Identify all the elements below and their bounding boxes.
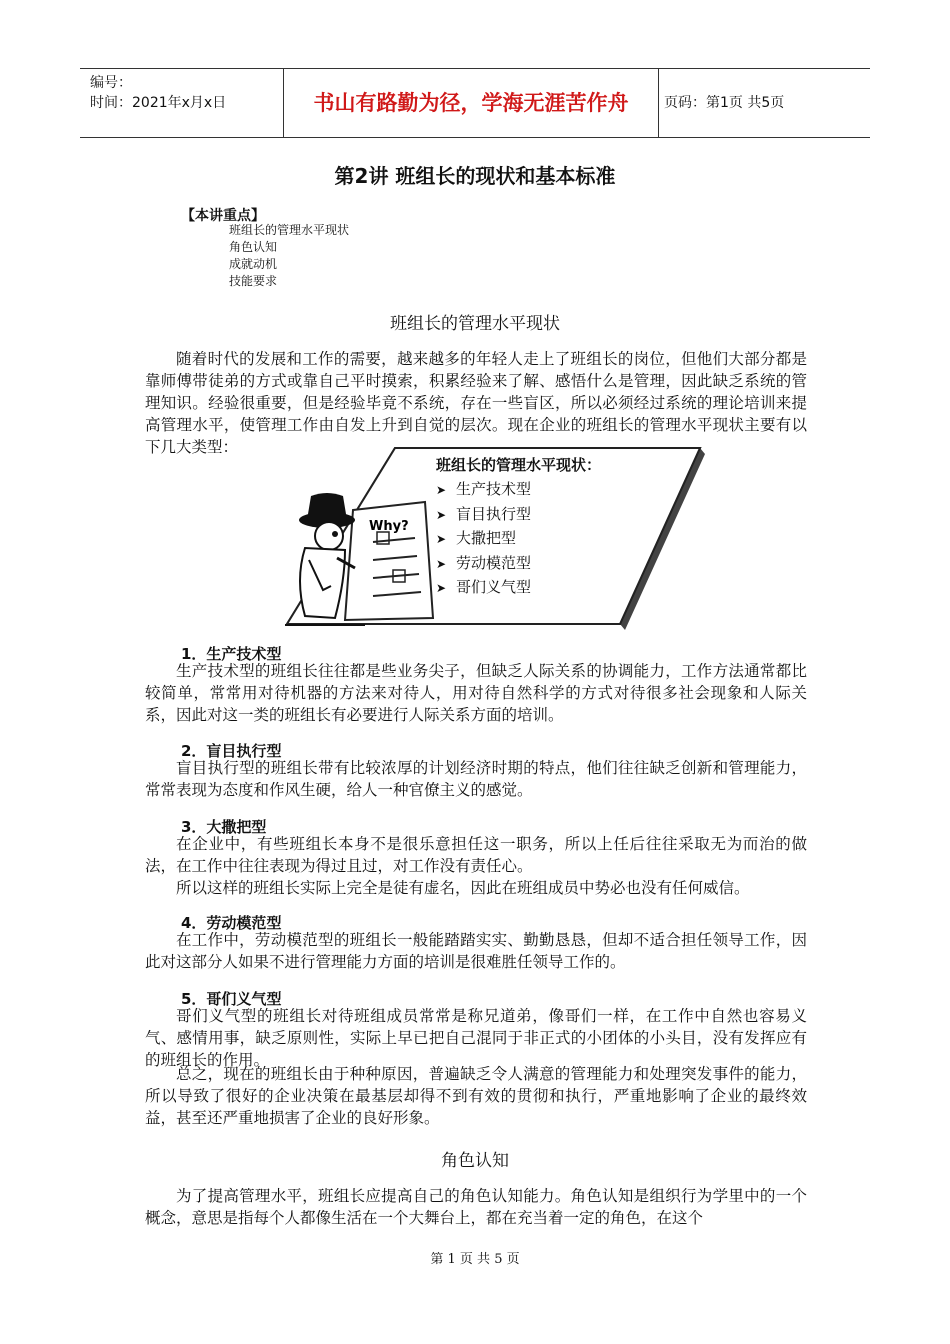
arrow-icon: ➤ — [436, 507, 447, 522]
type-heading: 1．生产技术型 — [181, 645, 282, 663]
type-heading: 4．劳动模范型 — [181, 914, 282, 932]
paragraph: 总之，现在的班组长由于种种原因，普遍缺乏令人满意的管理能力和处理突发事件的能力，所以导致了很好的企业决策在最基层却得不到有效的贯彻和执行，严重地影响了企业的最终效益，甚至还严重地损害了企业的良好形象。 — [145, 1065, 807, 1127]
figure-list — [436, 478, 531, 601]
type-heading: 3．大撒把型 — [181, 818, 267, 836]
focus-item: 成就动机 — [229, 257, 278, 271]
arrow-icon: ➤ — [436, 581, 447, 595]
header-motto: 书山有路勤为径，学海无涯苦作舟 — [284, 69, 659, 137]
header-meta-cell — [80, 69, 284, 137]
figure-list-item: ➤ 生产技术型 — [436, 478, 531, 503]
sign-text: Why? — [369, 519, 409, 534]
figure-list-item: ➤ 劳动模范型 — [436, 552, 531, 577]
page-header — [80, 68, 870, 138]
section-title: 角色认知 — [441, 1151, 509, 1171]
section-title: 班组长的管理水平现状 — [390, 314, 560, 334]
paragraph: 所以这样的班组长实际上完全是徒有虚名，因此在班组成员中势必也没有任何威信。 — [176, 879, 750, 897]
arrow-icon: ➤ — [436, 532, 447, 546]
date-label: 时间：2021年x月x日 — [90, 95, 227, 111]
focus-item: 角色认知 — [229, 240, 278, 254]
paragraph: 在企业中，有些班组长本身不是很乐意担任这一职务，所以上任后往往采取无为而治的做法，在工作中往往表现为得过且过，对工作没有责任心。 — [145, 835, 807, 875]
sign-board — [345, 502, 433, 620]
arrow-icon: ➤ — [436, 556, 447, 571]
type-heading: 5．哥们义气型 — [181, 990, 282, 1008]
figure-list-item: ➤ 大撒把型 — [436, 527, 531, 552]
paragraph: 哥们义气型的班组长对待班组成员常常是称兄道弟，像哥们一样，在工作中自然也容易义气、感情用事，缺乏原则性，实际上早已把自己混同于非正式的小团体的小头目，没有发挥应有的班组长的作用。 — [145, 1007, 807, 1069]
arrow-icon: ➤ — [436, 483, 447, 497]
figure-title: 班组长的管理水平现状： — [436, 456, 602, 474]
paragraph: 盲目执行型的班组长带有比较浓厚的计划经济时期的特点，他们往往缺乏创新和管理能力，常常表现为态度和作风生硬，给人一种官僚主义的感觉。 — [145, 759, 807, 799]
focus-item: 班组长的管理水平现状 — [229, 223, 350, 237]
figure-list-item: ➤ 盲目执行型 — [436, 503, 531, 528]
focus-item: 技能要求 — [229, 274, 278, 288]
paragraph: 为了提高管理水平，班组长应提高自己的角色认知能力。角色认知是组织行为学里中的一个概念，意思是指每个人都像生活在一个大舞台上，都在充当着一定的角色，在这个 — [145, 1187, 807, 1227]
paragraph: 随着时代的发展和工作的需要，越来越多的年轻人走上了班组长的岗位，但他们大部分都是靠师傅带徒弟的方式或靠自己平时摸索，积累经验来了解、感悟什么是管理，因此缺乏系统的管理知识。经验很重要，但是经验毕竟不系统，存在一些盲区，所以必须经过系统的理论培训来提高管理水平，使管理工作由自发上升到自觉的层次。现在企业的班组长的管理水平现状主要有以下几大类型： — [145, 350, 807, 456]
figure-list-item: ➤ 哥们义气型 — [436, 576, 531, 601]
focus-heading: 【本讲重点】 — [181, 208, 265, 224]
type-heading: 2．盲目执行型 — [181, 742, 282, 760]
paragraph: 生产技术型的班组长往往都是些业务尖子，但缺乏人际关系的协调能力，工作方法通常都比较简单，常常用对待机器的方法来对待人，用对待自然科学的方式对待很多社会现象和人际关系，因此对这一类的班组长有必要进行人际关系方面的培训。 — [145, 662, 807, 724]
lecture-title: 第2讲 班组长的现状和基本标准 — [334, 164, 616, 188]
page-number-label: 页码：第1页 共5页 — [664, 95, 785, 111]
number-label: 编号： — [90, 75, 132, 91]
focus-list — [229, 222, 349, 290]
paragraph: 在工作中，劳动模范型的班组长一般能踏踏实实、勤勤恳恳，但却不适合担任领导工作，因此对这部分人如果不进行管理能力方面的培训是很难胜任领导工作的。 — [145, 931, 807, 971]
page-footer: 第 1 页 共 5 页 — [430, 1252, 520, 1267]
